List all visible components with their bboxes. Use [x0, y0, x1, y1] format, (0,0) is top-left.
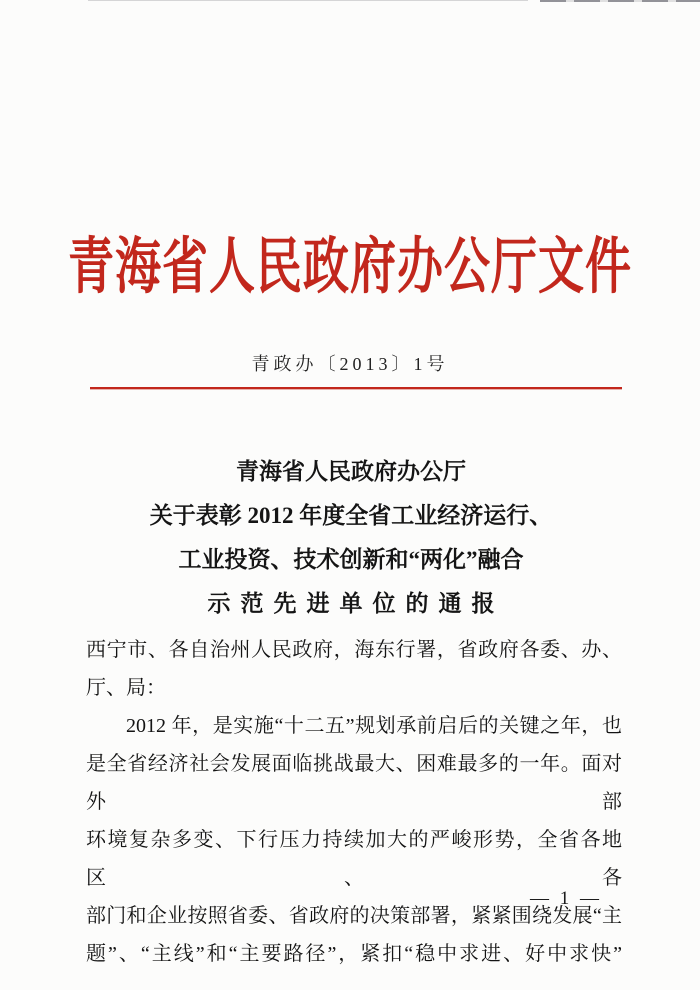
document-title-line-4: 示范先进单位的通报 [207, 591, 505, 616]
body-salutation-line-1: 西宁市、各自治州人民政府，海东行署，省政府各委、办、 [86, 639, 622, 661]
body-paragraph-line-4: 部门和企业按照省委、省政府的决策部署，紧紧围绕发展“主 [86, 905, 622, 927]
document-title-line-3: 工业投资、技术创新和“两化”融合 [178, 547, 524, 572]
body-paragraph-line-5: 题”、“主线”和“主要路径”，紧扣“稳中求进、好中求快” [86, 943, 622, 965]
body-paragraph-line-2: 是全省经济社会发展面临挑战最大、困难最多的一年。面对外部 [86, 753, 622, 813]
scan-artifact-top-edge-left [88, 0, 528, 1]
document-header-title: 青海省人民政府办公厅文件 [68, 232, 632, 301]
document-title [82, 450, 620, 626]
document-title-line-2: 关于表彰 2012 年度全省工业经济运行、 [149, 503, 553, 528]
document-number: 青政办〔2013〕1号 [251, 354, 449, 374]
body-paragraph-line-3: 环境复杂多变、下行压力持续加大的严峻形势，全省各地区、各 [86, 829, 622, 889]
document-title-line-1: 青海省人民政府办公厅 [236, 459, 466, 484]
body-paragraph-line-1: 2012 年，是实施“十二五”规划承前启后的关键之年，也 [126, 715, 622, 737]
document-body [86, 631, 622, 973]
body-salutation-line-2: 厅、局： [86, 677, 166, 699]
scan-artifact-top-edge-right [540, 0, 700, 2]
page-number: — 1 — [530, 888, 602, 909]
red-separator-line [90, 387, 622, 389]
